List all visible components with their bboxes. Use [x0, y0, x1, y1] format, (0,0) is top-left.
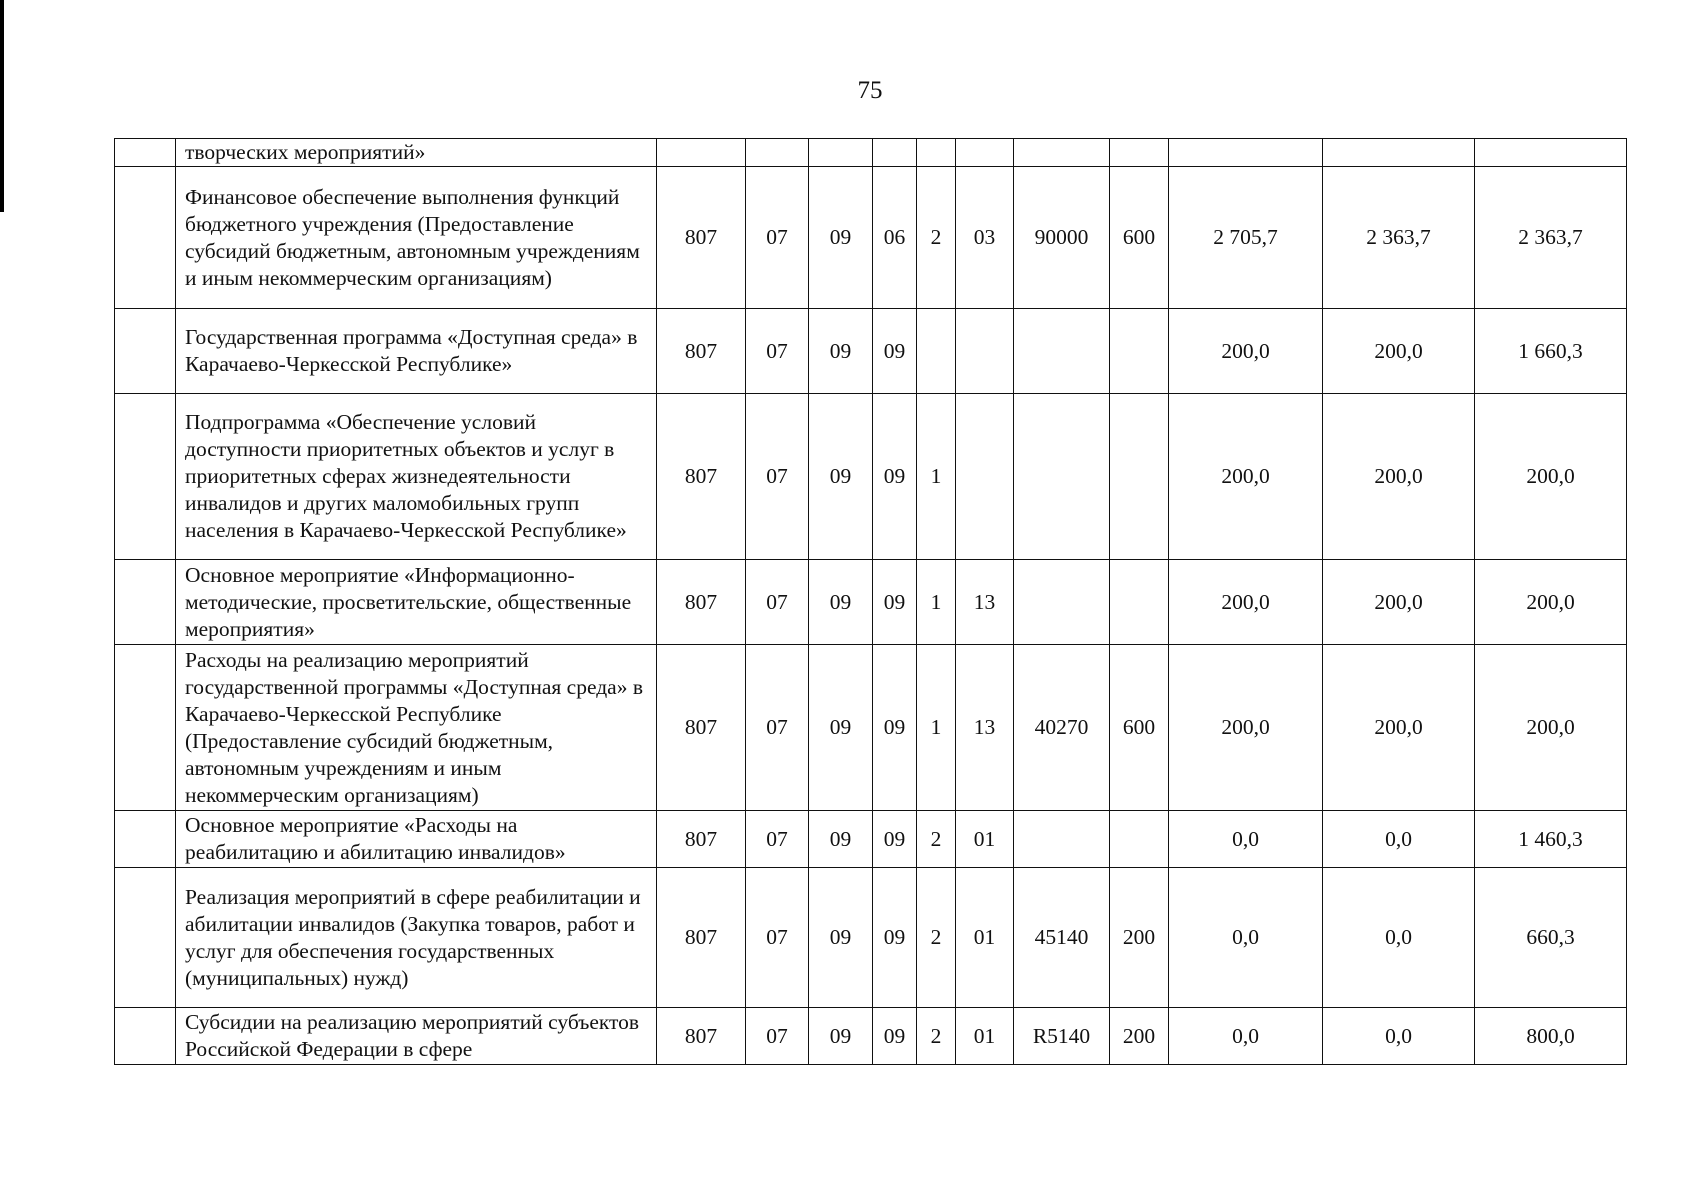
direction-code-cell [1014, 560, 1110, 645]
section-code-cell: 07 [746, 167, 809, 309]
amount-year2-cell: 200,0 [1323, 560, 1475, 645]
main-activity-code-cell [956, 394, 1014, 560]
subsection-code-cell: 09 [809, 560, 873, 645]
amount-year1-cell: 200,0 [1169, 309, 1323, 394]
ministry-code-cell: 807 [657, 167, 746, 309]
amount-year2-cell: 200,0 [1323, 394, 1475, 560]
amount-year3-cell: 660,3 [1475, 868, 1627, 1008]
subsection-code-cell: 09 [809, 1008, 873, 1065]
amount-year2-cell: 200,0 [1323, 645, 1475, 811]
amount-year1-cell: 0,0 [1169, 1008, 1323, 1065]
amount-year1-cell: 200,0 [1169, 645, 1323, 811]
amount-year3-cell: 800,0 [1475, 1008, 1627, 1065]
subsection-code-cell: 09 [809, 868, 873, 1008]
index-cell [115, 645, 176, 811]
table-row [115, 309, 1627, 394]
amount-year1-cell [1169, 139, 1323, 167]
expense-type-code-cell [1110, 309, 1169, 394]
expense-type-code-cell: 200 [1110, 868, 1169, 1008]
subprogram-code-cell [917, 139, 956, 167]
table-row [115, 394, 1627, 560]
amount-year3-cell: 1 460,3 [1475, 811, 1627, 868]
index-cell [115, 394, 176, 560]
expense-type-code-cell [1110, 139, 1169, 167]
subsection-code-cell: 09 [809, 811, 873, 868]
direction-code-cell: 40270 [1014, 645, 1110, 811]
main-activity-code-cell: 01 [956, 868, 1014, 1008]
expense-type-code-cell [1110, 811, 1169, 868]
budget-table [114, 138, 1627, 1065]
direction-code-cell [1014, 394, 1110, 560]
table-row [115, 139, 1627, 167]
section-code-cell [746, 139, 809, 167]
index-cell [115, 167, 176, 309]
amount-year2-cell: 0,0 [1323, 1008, 1475, 1065]
expense-type-code-cell: 600 [1110, 645, 1169, 811]
amount-year2-cell: 0,0 [1323, 811, 1475, 868]
subprogram-code-cell: 2 [917, 1008, 956, 1065]
amount-year3-cell: 200,0 [1475, 645, 1627, 811]
program-code-cell: 09 [873, 868, 917, 1008]
page-number: 75 [857, 77, 883, 104]
main-activity-code-cell: 01 [956, 811, 1014, 868]
program-code-cell: 09 [873, 645, 917, 811]
amount-year3-cell [1475, 139, 1627, 167]
item-name-cell: Основное мероприятие «Информационно-методические, просветительские, общественные мероприятия» [176, 560, 657, 645]
index-cell [115, 868, 176, 1008]
amount-year1-cell: 200,0 [1169, 560, 1323, 645]
program-code-cell [873, 139, 917, 167]
subsection-code-cell [809, 139, 873, 167]
amount-year2-cell: 2 363,7 [1323, 167, 1475, 309]
table-row [115, 1008, 1627, 1065]
program-code-cell: 09 [873, 394, 917, 560]
section-code-cell: 07 [746, 645, 809, 811]
expense-type-code-cell: 200 [1110, 1008, 1169, 1065]
amount-year3-cell: 2 363,7 [1475, 167, 1627, 309]
expense-type-code-cell [1110, 560, 1169, 645]
item-name-cell: Финансовое обеспечение выполнения функций бюджетного учреждения (Предоставление субсидий бюджетным, автономным учреждениям и иным некоммерческим организациям) [176, 167, 657, 309]
main-activity-code-cell: 13 [956, 645, 1014, 811]
program-code-cell: 09 [873, 560, 917, 645]
direction-code-cell [1014, 139, 1110, 167]
table-row [115, 167, 1627, 309]
section-code-cell: 07 [746, 811, 809, 868]
main-activity-code-cell [956, 309, 1014, 394]
amount-year1-cell: 0,0 [1169, 811, 1323, 868]
subsection-code-cell: 09 [809, 309, 873, 394]
ministry-code-cell [657, 139, 746, 167]
amount-year1-cell: 2 705,7 [1169, 167, 1323, 309]
item-name-cell: Расходы на реализацию мероприятий государственной программы «Доступная среда» в Карачаево-Черкесской Республике (Предоставление субсидий бюджетным, автономным учреждениям и иным некоммерческим организациям) [176, 645, 657, 811]
index-cell [115, 139, 176, 167]
subprogram-code-cell: 1 [917, 645, 956, 811]
amount-year1-cell: 0,0 [1169, 868, 1323, 1008]
amount-year2-cell [1323, 139, 1475, 167]
index-cell [115, 560, 176, 645]
index-cell [115, 1008, 176, 1065]
amount-year1-cell: 200,0 [1169, 394, 1323, 560]
program-code-cell: 06 [873, 167, 917, 309]
program-code-cell: 09 [873, 811, 917, 868]
item-name-cell: Основное мероприятие «Расходы на реабилитацию и абилитацию инвалидов» [176, 811, 657, 868]
ministry-code-cell: 807 [657, 394, 746, 560]
section-code-cell: 07 [746, 560, 809, 645]
program-code-cell: 09 [873, 309, 917, 394]
table-row [115, 868, 1627, 1008]
amount-year3-cell: 200,0 [1475, 560, 1627, 645]
subsection-code-cell: 09 [809, 167, 873, 309]
expense-type-code-cell [1110, 394, 1169, 560]
section-code-cell: 07 [746, 394, 809, 560]
table-row [115, 811, 1627, 868]
item-name-cell: творческих мероприятий» [176, 139, 657, 167]
amount-year2-cell: 0,0 [1323, 868, 1475, 1008]
subprogram-code-cell: 2 [917, 868, 956, 1008]
direction-code-cell: 90000 [1014, 167, 1110, 309]
subprogram-code-cell: 1 [917, 394, 956, 560]
ministry-code-cell: 807 [657, 309, 746, 394]
subsection-code-cell: 09 [809, 394, 873, 560]
subprogram-code-cell [917, 309, 956, 394]
main-activity-code-cell: 01 [956, 1008, 1014, 1065]
amount-year3-cell: 1 660,3 [1475, 309, 1627, 394]
subsection-code-cell: 09 [809, 645, 873, 811]
main-activity-code-cell [956, 139, 1014, 167]
item-name-cell: Государственная программа «Доступная среда» в Карачаево-Черкесской Республике» [176, 309, 657, 394]
index-cell [115, 309, 176, 394]
ministry-code-cell: 807 [657, 560, 746, 645]
table-row [115, 645, 1627, 811]
expense-type-code-cell: 600 [1110, 167, 1169, 309]
section-code-cell: 07 [746, 868, 809, 1008]
main-activity-code-cell: 13 [956, 560, 1014, 645]
ministry-code-cell: 807 [657, 1008, 746, 1065]
ministry-code-cell: 807 [657, 811, 746, 868]
direction-code-cell [1014, 309, 1110, 394]
ministry-code-cell: 807 [657, 868, 746, 1008]
main-activity-code-cell: 03 [956, 167, 1014, 309]
section-code-cell: 07 [746, 1008, 809, 1065]
subprogram-code-cell: 2 [917, 811, 956, 868]
direction-code-cell: 45140 [1014, 868, 1110, 1008]
index-cell [115, 811, 176, 868]
ministry-code-cell: 807 [657, 645, 746, 811]
section-code-cell: 07 [746, 309, 809, 394]
program-code-cell: 09 [873, 1008, 917, 1065]
direction-code-cell: R5140 [1014, 1008, 1110, 1065]
amount-year3-cell: 200,0 [1475, 394, 1627, 560]
item-name-cell: Подпрограмма «Обеспечение условий доступности приоритетных объектов и услуг в приоритетных сферах жизнедеятельности инвалидов и других маломобильных групп населения в Карачаево-Черкесской Республике» [176, 394, 657, 560]
table-row [115, 560, 1627, 645]
amount-year2-cell: 200,0 [1323, 309, 1475, 394]
direction-code-cell [1014, 811, 1110, 868]
subprogram-code-cell: 2 [917, 167, 956, 309]
scan-edge-mark [0, 0, 4, 212]
subprogram-code-cell: 1 [917, 560, 956, 645]
item-name-cell: Реализация мероприятий в сфере реабилитации и абилитации инвалидов (Закупка товаров, работ и услуг для обеспечения государственных (муниципальных) нужд) [176, 868, 657, 1008]
item-name-cell: Субсидии на реализацию мероприятий субъектов Российской Федерации в сфере [176, 1008, 657, 1065]
